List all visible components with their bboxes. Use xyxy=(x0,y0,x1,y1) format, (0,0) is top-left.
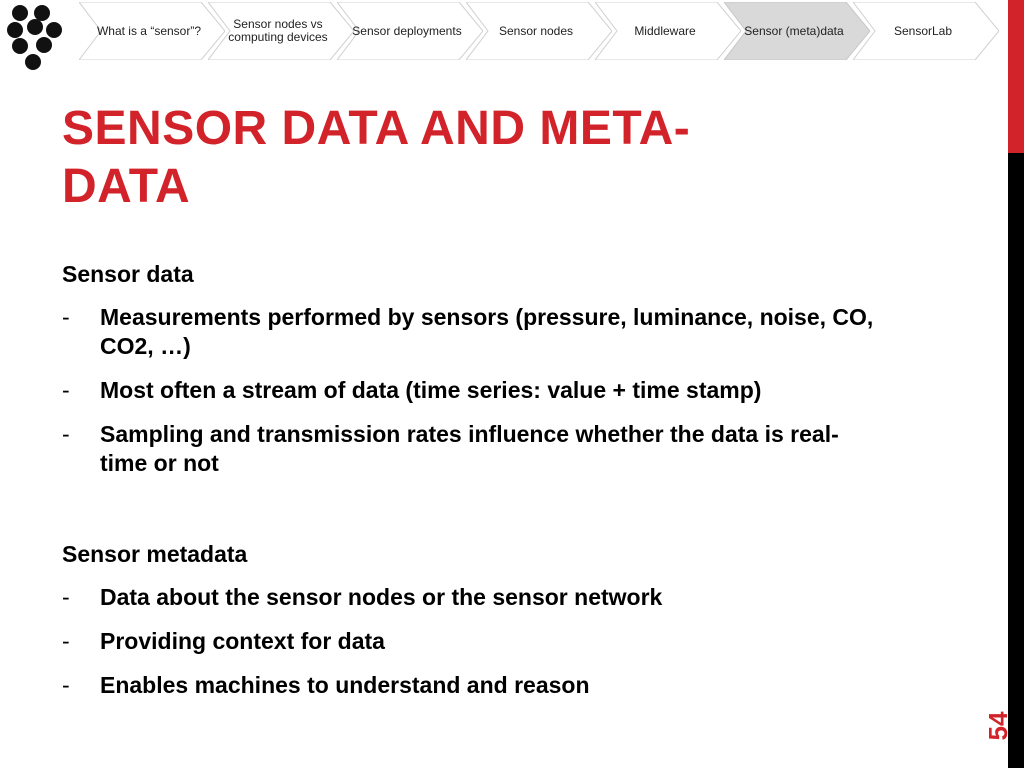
bullet-text: Sampling and transmission rates influence whether the data is real-time or not xyxy=(100,421,839,476)
nav-item-label: Sensor nodes xyxy=(498,23,574,38)
list-item xyxy=(62,671,885,700)
section-heading: Sensor data xyxy=(62,261,194,287)
list-item xyxy=(62,303,885,361)
nav-item-sensor-metadata-active[interactable] xyxy=(724,2,870,60)
nav-item-label: Sensor (meta)data xyxy=(744,23,844,38)
nav-item-label: Sensor deployments xyxy=(352,23,462,38)
nav-item-what-is-sensor[interactable] xyxy=(79,2,225,60)
logo-dot xyxy=(7,22,23,38)
bullet-text: Data about the sensor nodes or the sensor network xyxy=(100,584,663,610)
section-nav xyxy=(79,2,1001,60)
section-sensor-metadata xyxy=(62,540,902,700)
nav-item-middleware[interactable] xyxy=(595,2,741,60)
list-item xyxy=(62,420,885,478)
accent-bar-red xyxy=(1008,0,1024,153)
bullet-text: Providing context for data xyxy=(100,628,385,654)
list-item xyxy=(62,583,885,612)
nav-item-nodes-vs-computing[interactable] xyxy=(208,2,354,60)
bullet-text: Enables machines to understand and reason xyxy=(100,672,590,698)
logo-dot xyxy=(27,19,43,35)
nav-item-label: What is a “sensor”? xyxy=(96,23,202,38)
bullet-text: Most often a stream of data (time series: value + time stamp) xyxy=(100,377,762,403)
logo-dot xyxy=(12,38,28,54)
bullet-marker: - xyxy=(62,628,70,654)
bullet-text: Measurements performed by sensors (pressure, luminance, noise, CO, CO2, …) xyxy=(100,304,874,359)
logo-dot xyxy=(25,54,41,70)
section-sensor-data xyxy=(62,260,902,478)
nav-item-sensor-nodes[interactable] xyxy=(466,2,612,60)
logo-dot xyxy=(46,22,62,38)
page-number: 54 xyxy=(982,711,1013,741)
bullet-marker: - xyxy=(62,584,70,610)
nav-item-label: Middleware xyxy=(634,23,696,38)
accent-bar-black xyxy=(1008,153,1024,768)
nav-item-label: SensorLab xyxy=(893,23,953,38)
nav-item-label: Sensor nodes vs computing devices xyxy=(228,17,328,44)
bullet-marker: - xyxy=(62,421,70,447)
bullet-marker: - xyxy=(62,377,70,403)
logo-dot xyxy=(12,5,28,21)
bullet-marker: - xyxy=(62,304,70,330)
section-heading: Sensor metadata xyxy=(62,541,248,567)
bullet-marker: - xyxy=(62,672,70,698)
bullet-list xyxy=(62,583,902,700)
list-item xyxy=(62,627,885,656)
list-item xyxy=(62,376,885,405)
logo-dot xyxy=(36,37,52,53)
logo-dots-icon xyxy=(6,3,60,71)
nav-item-sensorlab[interactable] xyxy=(853,2,999,60)
slide-title: SENSOR DATA AND META-DATA xyxy=(62,102,691,213)
bullet-list xyxy=(62,303,902,478)
nav-item-sensor-deployments[interactable] xyxy=(337,2,483,60)
